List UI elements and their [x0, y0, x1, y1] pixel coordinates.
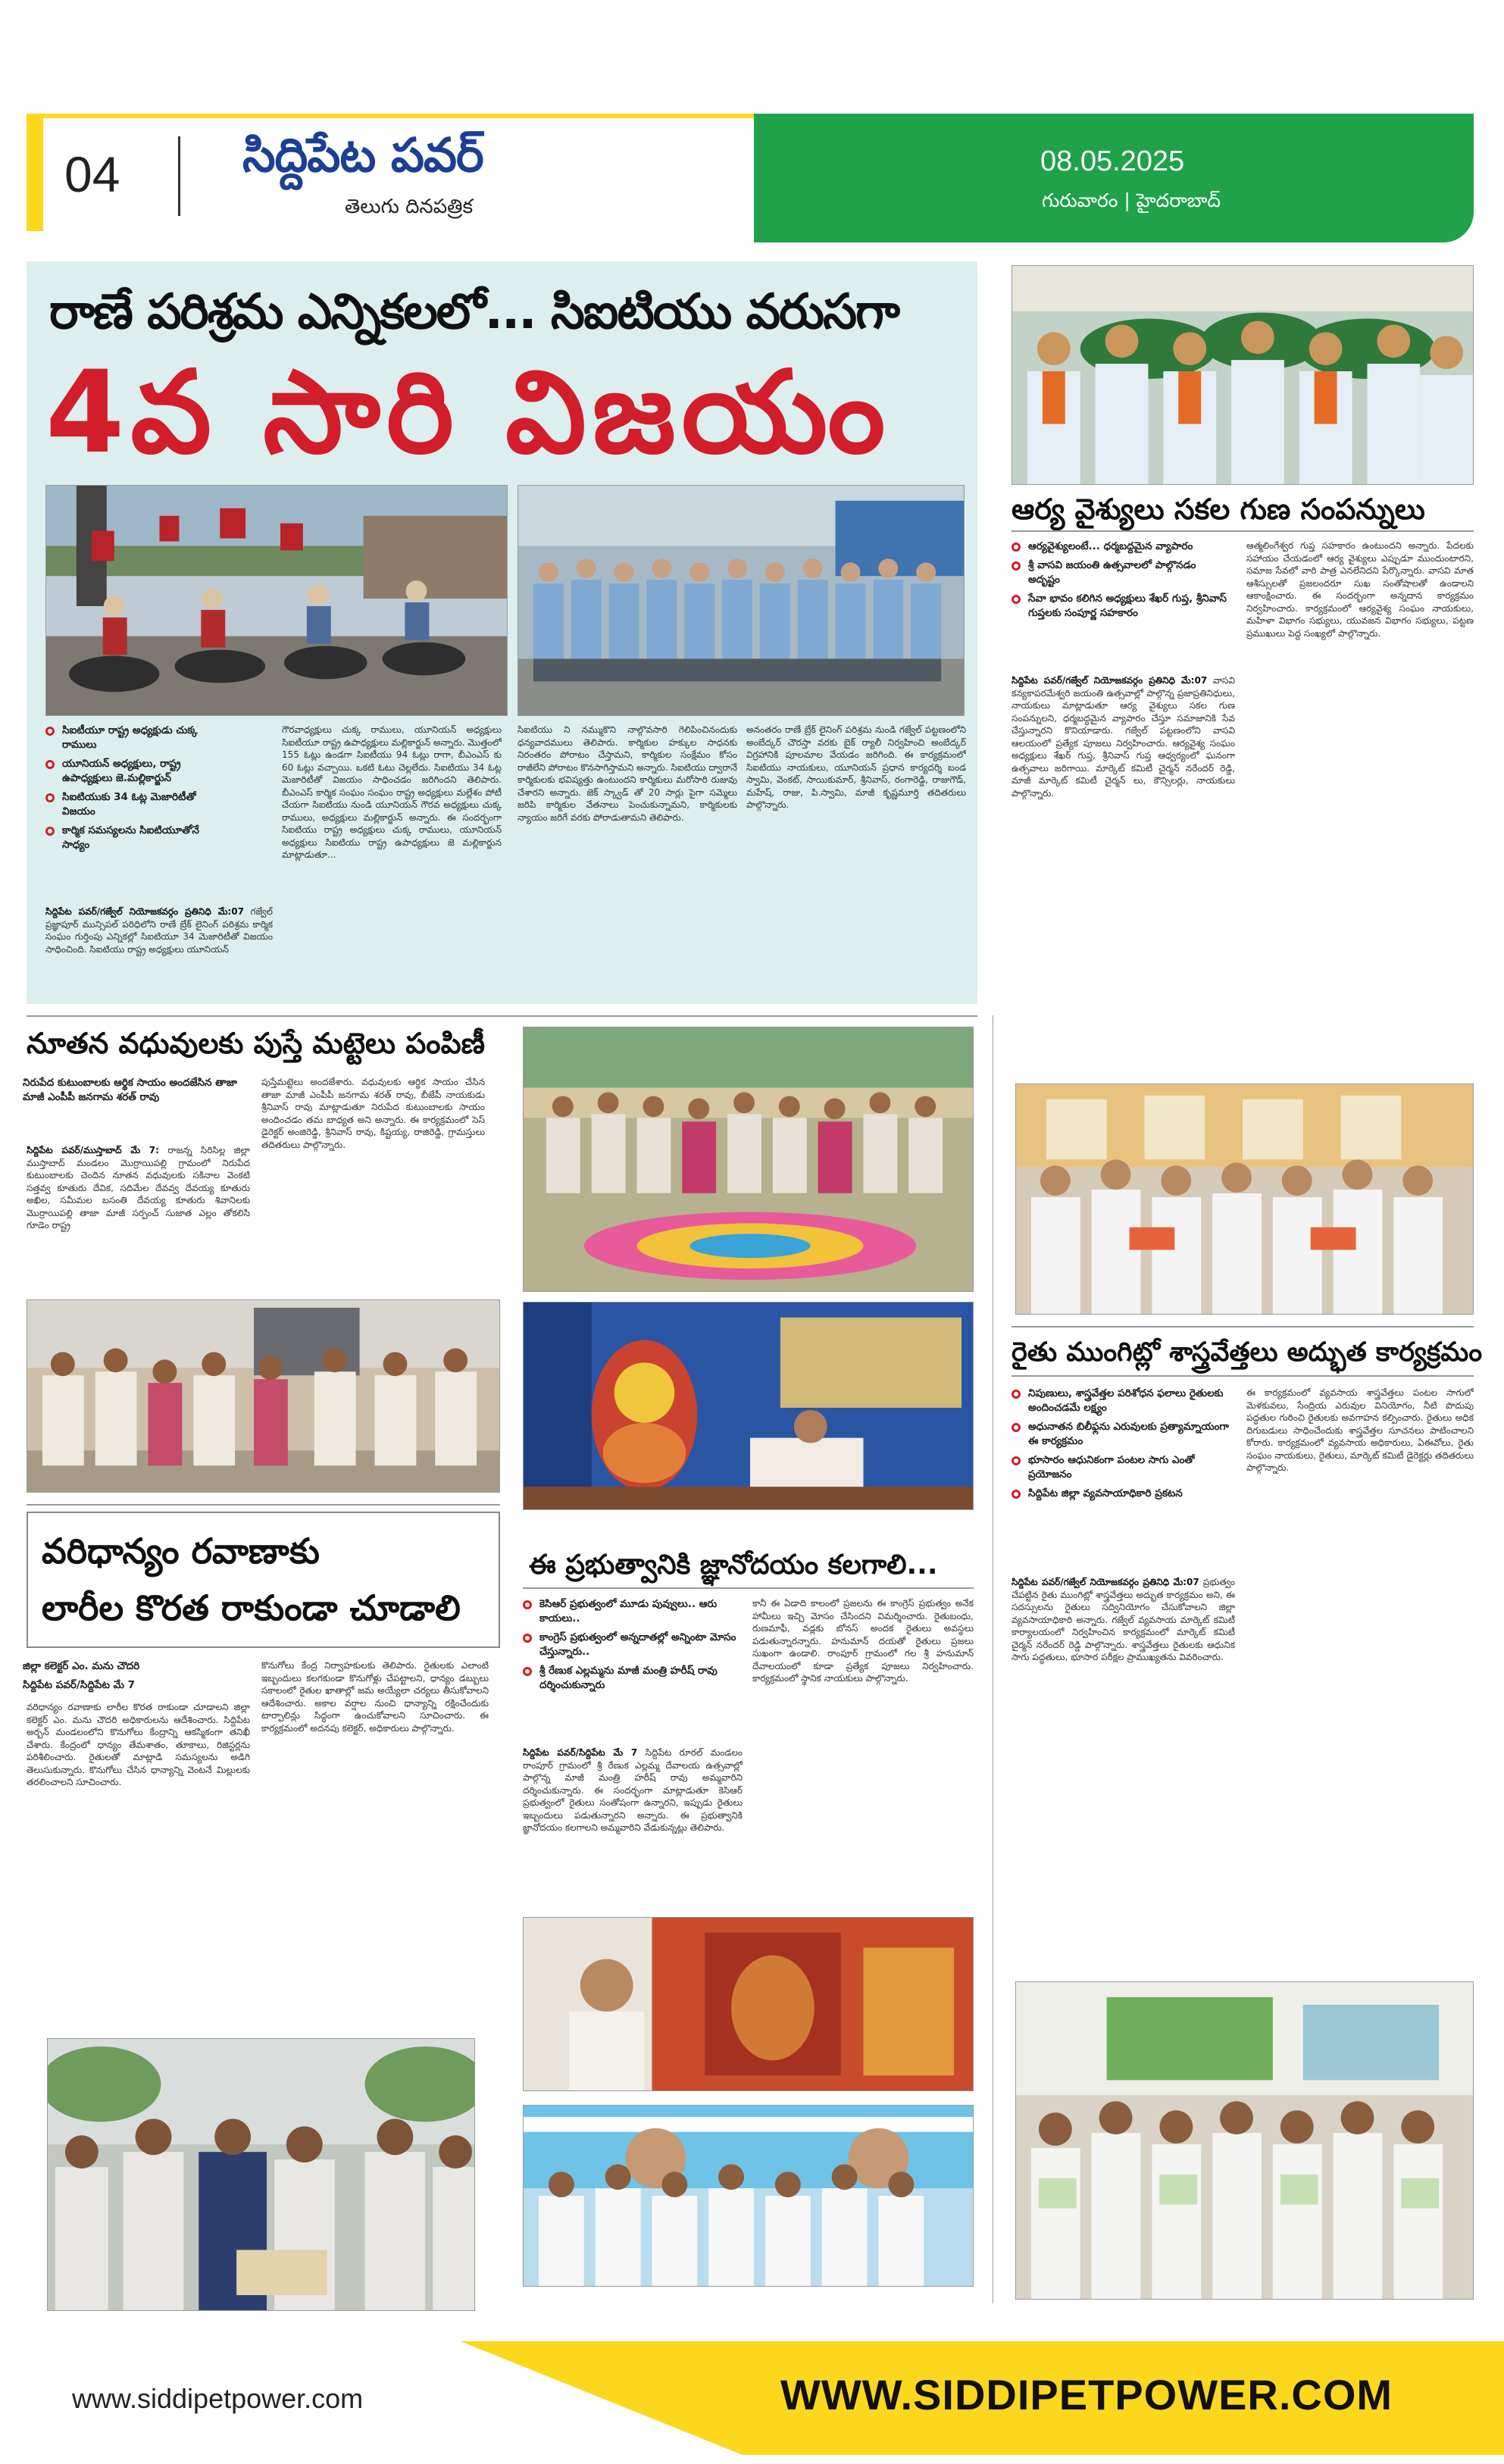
rule-right-middle [1012, 1326, 1474, 1327]
farmer-bullet-4: సిద్దిపేట జిల్లా వ్యవసాయాధికారి ప్రకటన [1010, 1487, 1234, 1501]
harish-rao-banner-photo [523, 2105, 974, 2287]
gnana-headline-rule [523, 1587, 974, 1589]
lead-bullet-2: యూనియన్ అధ్యక్షులు, రాష్ట్ర ఉపాధ్యక్షులు జె.మల్లికార్జున్ [44, 757, 226, 786]
masthead-divider [178, 136, 180, 216]
gnana-col1-text: సిద్దిపేట రూరల్ మండలం రాంపూర్ గ్రామంలో శ్రీ రేణుక ఎల్లమ్మ దేవాలయ ఉత్సవాల్లో పాల్గొన్న మాజీ మంత్రి హరీష్ రావు అమ్మవారిని దర్శించుకున్నారు. ఈ సందర్భంగా మాట్లాడుతూ కెసిఆర్ ప్రభుత్వంలో రైతులు సంతోషంగా ఉన్నారని, ఇప్పుడు రైతులు ఇబ్బందులు పడుతున్నారని అన్నారు. ఈ ప్రభుత్వానికి జ్ఞానోదయం కలగాలని అమ్మవారిని వేడుకున్నట్లు తెలిపారు. [523, 1747, 743, 1833]
arya-col1 [1012, 674, 1235, 1065]
gnana-bullet-1: కెసిఆర్ ప్రభుత్వంలో మూడు పువ్వులు.. ఆరు కాయలు.. [521, 1597, 741, 1626]
arya-bullet-3: సేవా భావం కలిగిన అధ్యక్షులు శేఖర్ గుప్త, శ్రీనివాస్ గుప్తలకు సంపూర్ణ సహకారం [1010, 592, 1230, 621]
edition-day-place: గురువారం | హైదరాబాద్ [1042, 189, 1221, 211]
farmer-headline: రైతు ముంగిట్లో శాస్త్రవేత్తలు అద్భుత కార్యక్రమం [1012, 1337, 1483, 1368]
newlywed-dateline: సిద్దిపేట పవర్/ముస్తాబాద్ మే 7: [27, 1145, 159, 1155]
grain-col1: వరిధాన్యం రవాణాకు లారీల కొరత రాకుండా చూడాలని జిల్లా కలెక్టర్ ఎం. మను చౌదరి అధికారులను ఆదేశించారు. సిద్దిపేట అర్బన్ మండలంలోని కొనుగోలు కేంద్రాన్ని ఆకస్మికంగా తనిఖీ చేశారు. కేంద్రంలో ధాన్యం తేమశాతం, తూకాలు, రిజిస్టర్లను పరిశీలించారు. రైతులతో మాట్లాడి సమస్యలను అడిగి తెలుసుకున్నారు. కొనుగోలు చేసిన ధాన్యాన్ని వెంటనే మిల్లులకు తరలించాలని సూచించారు. [27, 1702, 250, 1787]
footer-url-left[interactable]: www.siddipetpower.com [72, 2383, 364, 2414]
arya-bullet-1: ఆర్యవైశ్యులంటే... ధర్మబద్దమైన వ్యాపారం [1010, 539, 1230, 554]
arya-col2: ఆత్మలింగేశ్వర గుప్త సహకారం ఉంటుందని అన్నారు. పేదలకు సహాయం చేయడంలో ఆర్య వైశ్యులు ఎప్పుడూ ముందుంటారని, సమాజ సేవలో వారి పాత్ర ఎనలేనిదని పేర్కొన్నారు. వాసవి మాత ఆశీస్సులతో ప్రజలందరూ సుఖ సంతోషాలతో ఉండాలని ఆకాంక్షించారు. ఈ సందర్భంగా అన్నదాన కార్యక్రమం నిర్వహించారు. కార్యక్రమంలో ఆర్యవైశ్య సంఘం నాయకులు, మహిళా విభాగం సభ్యులు, యువజన విభాగం సభ్యులు, పట్టణ ప్రముఖులు పెద్ద సంఖ్యలో పాల్గొన్నారు. [1246, 540, 1474, 639]
masthead [27, 114, 1477, 242]
group-photo-citu [517, 485, 965, 716]
farmer-bullet-2: అధునాతన బిలీఫ్లను ఎరువులకు ప్రత్యామ్నాయంగా ఈ కార్యక్రమం [1010, 1420, 1234, 1449]
lead-col4: అనంతరం రాణే బ్రేక్ లైనింగ్ పరిశ్రమ నుండి గజ్వేల్ పట్టణంలోని అంబేద్కర్ చౌరస్తా వరకు బైక్ ర్యాలీ నిర్వహించి అంబేద్కర్ విగ్రహానికి పూలమాల వేయడం జరిగింది. ఈ కార్యక్రమంలో సిఐటియు నాయకులు, యూనియన్ ప్రధాన కార్యదర్శి బండ స్వామి, వెంకట్, సాయికుమార్, శ్రీనివాస్, రంగారెడ్డి, రాజుగౌడ్, మహేష్, రాజు, పి.స్వామి, మాజీ కృష్ణమూర్తి తదితరులు పాల్గొన్నారు. [746, 724, 966, 810]
lead-bullet-1: సిఐటీయూ రాష్ట్ర అధ్యక్షుడు చుక్క రాములు [44, 724, 226, 752]
lead-bullets [44, 724, 226, 857]
lead-bullet-3: సిఐటియుకు 34 ఓట్ల మెజారిటీతో విజయం [44, 790, 226, 819]
farmer-bullet-3: భూసారం ఆధునికంగా పంటల సాగు ఎంతో ప్రయోజనం [1010, 1453, 1234, 1482]
newlywed-photo [27, 1299, 500, 1493]
gnana-bullets [521, 1597, 741, 1697]
gnana-headline: ఈ ప్రభుత్వానికి జ్ఞానోదయం కలగాలి... [529, 1549, 938, 1581]
rule-under-lead [27, 1015, 977, 1017]
lead-col3: సిఐటియు ని నమ్ముకొని నాల్గొవసారి గెలిపించినందుకు ధన్యవాదములు తెలిపారు. కార్మికుల హక్కుల సాధనకు నిరంతరం పోరాటం చేస్తామని, కార్మికుల సంక్షేమం కోసం రాజీలేని పోరాటం కొనసాగిస్తామని అన్నారు. సిఐటియు ద్వారానే కార్మికులకు భవిష్యత్తు ఉంటుందని కార్మికులు మరోసారి రుజువు చేశారని అన్నారు. జెక్ స్క్వాడ్ తో 20 సార్లు పైగా సమ్మెలు జరిపి కార్మికుల వేతనాలు పెంచుకున్నామని, కార్మికులకు న్యాయం జరిగే వరకు పోరాడుతామని తెలిపారు. [517, 724, 737, 823]
grain-headline-line2: లారీల కొరత రాకుండా చూడాలి [42, 1587, 461, 1628]
newlywed-headline: నూతన వధువులకు పుస్తే మట్టెలు పంపిణీ [27, 1027, 485, 1060]
farmer-bullet-1: నిపుణులు, శాస్త్రవేత్తల పరిశోధన ఫలాలు రైతులకు అందించడమే లక్ష్యం [1010, 1387, 1234, 1415]
arya-col1-text: వాసవి కన్యకాపరమేశ్వరి జయంతి ఉత్సవాల్లో పాల్గొన్న ప్రజాప్రతినిధులు, నాయకులు మాట్లాడుతూ ఆర్య వైశ్యులు సకల గుణ సంపన్నులని, ధర్మబద్ధమైన వ్యాపారం చేస్తూ సమాజానికి సేవ చేస్తున్నారని కొనియాడారు. గజ్వేల్ పట్టణంలోని వాసవి ఆలయంలో ప్రత్యేక పూజలు నిర్వహించారు. ఆర్యవైశ్య సంఘం అధ్యక్షులు శేఖర్ గుప్త, శ్రీనివాస్ గుప్త ఆధ్వర్యంలో ఘనంగా ఉత్సవాలు జరిగాయి. మార్కెట్ కమిటీ చైర్మన్ నరేందర్ రెడ్డి, మాజీ మార్కెట్ కమిటీ చైర్మన్ లు, కౌన్సిలర్లు, నాయకులు పాల్గొన్నారు. [1012, 675, 1235, 799]
lead-bullet-4: కార్మిక సమస్యలను సిఐటియూతోనే సాధ్యం [44, 824, 226, 852]
grain-col2: కొనుగోలు కేంద్ర నిర్వాహకులకు తెలిపారు. రైతులకు ఎలాంటి ఇబ్బందులు కలగకుండా కొనుగోళ్లు చేపట్టాలని, ధాన్యం డబ్బులు సకాలంలో రైతుల ఖాతాల్లో జమ అయ్యేలా చర్యలు తీసుకోవాలని ఆదేశించారు. అకాల వర్షాల నుంచి ధాన్యాన్ని రక్షించేందుకు టార్పాలిన్లు సిద్ధంగా ఉంచుకోవాలని సూచించారు. ఈ కార్యక్రమంలో అదనపు కలెక్టర్, అధికారులు పాల్గొన్నారు. [261, 1660, 489, 1734]
arya-dateline: సిద్దిపేట పవర్/గజ్వేల్ నియోజకవర్గం ప్రతినిధి మే:07 [1012, 675, 1208, 686]
grain-bullet-2: సిద్దిపేట పవర్/సిద్దిపేట మే 7 [23, 1679, 135, 1691]
lead-headline-line2: 4వ సారి విజయం [45, 347, 892, 479]
newlywed-col1 [27, 1144, 250, 1288]
farmer-col1-text: ప్రభుత్వం చేపట్టిన రైతు ముంగిట్లో శాస్త్రవేత్తలు అద్భుత కార్యక్రమం అని, ఈ సదస్సులను రైతులు సద్వినియోగం చేసుకోవాలని జిల్లా వ్యవసాయాధికారి అన్నారు. గజ్వేల్ వ్యవసాయ మార్కెట్ కమిటీ కార్యాలయంలో నిర్వహించిన కార్యక్రమంలో మార్కెట్ కమిటీ చైర్మన్ నరేందర్ రెడ్డి పాల్గొన్నారు. శాస్త్రవేత్తలు రైతులకు ఆధునిక సాగు పద్ధతులు, భూసార పరీక్షల ప్రాముఖ్యతను వివరించారు. [1012, 1577, 1235, 1662]
farmer-scientists-photo [1015, 1981, 1474, 2300]
grain-headline-line1: వరిధాన్యం రవాణాకు [42, 1531, 320, 1571]
goddess-idol-photo [523, 1302, 974, 1510]
farmer-headline-rule [1012, 1375, 1474, 1377]
newlywed-col1-text: రాజన్న సిరిసిల్ల జిల్లా ముస్తాబాద్ మండలం మొర్రాయిపల్లి గ్రామంలో నిరుపేద కుటుంబాలకు చెందిన నూతన వధువులకు సకినాల వెంకటి సత్తవ్వ కూతురు దేవిక, సదిమేల దేవవ్వ దేవయ్య కూతురు అఖిల, సమీమల బసంతి దేవయ్య కూతురు శివానిలకు మొర్రాయిపల్లి తాజా మాజీ సర్పంచ్ సుజాత ఎల్లం తోకలిసి గూడెం రాష్ట్ర [27, 1145, 250, 1230]
temple-crowd-photo [523, 1027, 974, 1292]
arya-headline-rule [1012, 530, 1474, 532]
footer-url-right[interactable]: WWW.SIDDIPETPOWER.COM [780, 2371, 1393, 2419]
harish-rao-temple-photo [523, 1917, 974, 2091]
arya-felicitation-photo [1015, 1083, 1474, 1315]
page-number: 04 [64, 146, 120, 202]
arya-bullets [1010, 539, 1230, 625]
gnana-col2: కానీ ఈ ఏడాది కాలంలో ప్రజలను ఈ కాంగ్రెస్ ప్రభుత్వం అనేక హామీలు ఇచ్చి మోసం చేసిందని విమర్శించారు. రైతుబంధు, రుణమాఫీ, వడ్లకు బోనస్ అందక రైతులు అవస్థలు పడుతున్నారన్నారు. హనుమాన్ దయతో రైతులు ప్రజలు సుఖంగా ఉండాలి. రాంపూర్ గ్రామంలో గల శ్రీ హనుమాన్ దేవాలయంలో కూడా ప్రత్యేక పూజలు నిర్వహించారు. కార్యక్రమంలో స్థానిక నాయకులు పాల్గొన్నారు. [752, 1598, 974, 1684]
lead-col1-text: గజ్వేల్ ప్రజ్ఞాపూర్ మున్సిపల్ పరిధిలోని రాణే బ్రేక్ లైనింగ్ పరిశ్రమ కార్మిక సంఘం గుర్తింపు ఎన్నికల్లో సిఐటియూ 34 మెజారిటీతో విజయం సాధించింది. సిఐటియు రాష్ట్ర అధ్యక్షులు యూనియన్ [45, 906, 273, 955]
collector-inspection-photo [47, 2038, 475, 2311]
farmer-col1 [1012, 1576, 1235, 1974]
lead-col1 [45, 905, 273, 1000]
lead-col2: గౌరవాధ్యక్షులు చుక్క రాములు, యూనియన్ అధ్యక్షులు సిఐటీయూ రాష్ట్ర ఉపాధ్యక్షులు మల్లికార్జున్ అన్నారు. మొత్తంలో 155 ఓట్లు ఉండగా సిఐటీయు 94 ఓట్లు రాగా, బీఎంఎస్ కు 60 ఓట్లు వచ్చాయి. ఒకటి ఓటు చెల్లలేదు. సిఐటియు 34 ఓట్ల మెజారిటీతో విజయం సాధించడం జరిగిందని తెలిపారు. బీఎంఎస్ కార్మిక సంఘం సంఘం రాష్ట్ర అధ్యక్షులు మల్లేశం పోటీ చేయగా సిఐటియు నుండి యూనియన్ గౌరవ అధ్యక్షులు చుక్క రాములు, అధ్యక్షులు మల్లికార్జున్ అన్నారు. ఈ సందర్భంగా సిఐటియు రాష్ట్ర అధ్యక్షులు చుక్క రాములు, యూనియన్ అధ్యక్షులు సిఐటియు రాష్ట్ర ఉపాధ్యక్షులు జె మల్లికార్జున మాట్లాడుతూ... [282, 724, 502, 860]
edition-date: 08.05.2025 [1040, 145, 1185, 177]
gnana-dateline: సిద్దిపేట పవర్/సిద్దిపేట మే 7 [523, 1747, 638, 1758]
rule-left-middle [27, 1504, 500, 1506]
grain-bullets [23, 1659, 242, 1697]
lead-dateline: సిద్దిపేట పవర్/గజ్వేల్ నియోజకవర్గం ప్రతినిధి మే:07 [45, 906, 244, 917]
arya-bullet-2: శ్రీ వాసవి జయంతి ఉత్సవాలలో పాల్గొనడం అదృష్టం [1010, 558, 1230, 587]
grain-bullet-1: జిల్లా కలెక్టర్ ఎం. మను చౌదరి [23, 1660, 140, 1672]
newlywed-bullets [23, 1076, 242, 1109]
newlywed-col2: పుస్తేమట్టెలు అందజేశారు. వధువులకు ఆర్థిక సాయం చేసిన తాజా మాజీ ఎంపీపీ జనగామ శరత్ రావు, బీజేపీ నాయకుడు శ్రీనివాస్ రావు మాట్లాడుతూ నిరుపేద కుటుంబాలకు సాయం అందించడం తమ బాధ్యత అని అన్నారు. ఈ కార్యక్రమంలో సెస్ డైరెక్టర్ అంజిరెడ్డి, శ్రీనివాస్ రావు, కిష్టయ్య, రాజిరెడ్డి, గ్రామస్తులు తదితరులు పాల్గొన్నారు. [261, 1077, 485, 1150]
farmer-col2: ఈ కార్యక్రమంలో వ్యవసాయ శాస్త్రవేత్తలు పంటల సాగులో మెళకువలు, సేంద్రియ ఎరువుల వినియోగం, నీటి పొదుపు పద్ధతుల గురించి రైతులకు అవగాహన కల్పించారు. రైతులు అధిక దిగుబడులు సాధించేందుకు శాస్త్రవేత్తల సూచనలు పాటించాలని కోరారు. కార్యక్రమంలో వ్యవసాయ అధికారులు, ఏఈవోలు, రైతు సంఘం నాయకులు, రైతులు, మార్కెట్ కమిటీ డైరెక్టర్లు తదితరులు పాల్గొన్నారు. [1246, 1387, 1474, 1473]
bike-rally-photo [45, 485, 508, 716]
newlywed-bullet-1: నిరుపేద కుటుంబాలకు ఆర్థిక సాయం అందజేసిన తాజా మాజీ ఎంపీపీ జనగామ శరత్ రావు [23, 1077, 238, 1103]
arya-garland-photo [1012, 265, 1474, 485]
gnana-bullet-2: కాంగ్రెస్ ప్రభుత్వంలో అన్నదాతల్లో అన్నింటా మోసం చేస్తున్నారు.. [521, 1631, 741, 1659]
lead-headline-line1: రాణే పరిశ్రమ ఎన్నికలలో... సిఐటియు వరుసగా [49, 284, 899, 340]
gnana-col1 [523, 1746, 743, 1906]
farmer-bullets [1010, 1387, 1234, 1506]
paper-name: సిద్దిపేట పవర్ [242, 127, 483, 183]
paper-tagline: తెలుగు దినపత్రిక [345, 195, 474, 218]
farmer-dateline: సిద్దిపేట పవర్/గజ్వేల్ నియోజకవర్గం ప్రతినిధి మే:07 [1012, 1577, 1199, 1587]
arya-headline: ఆర్య వైశ్యులు సకల గుణ సంపన్నులు [1012, 492, 1425, 526]
masthead-green-panel [754, 114, 1474, 242]
gnana-bullet-3: శ్రీ రేణుక ఎల్లమ్మను మాజీ మంత్రి హరీష్ రావు దర్శించుకున్నారు [521, 1664, 741, 1693]
